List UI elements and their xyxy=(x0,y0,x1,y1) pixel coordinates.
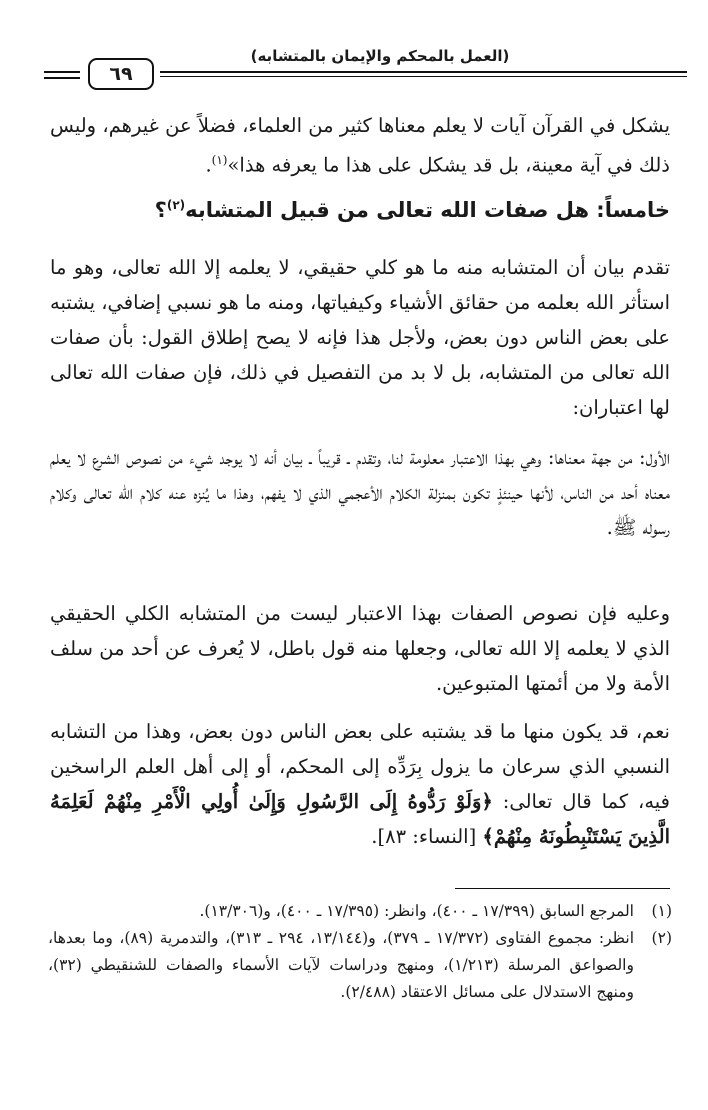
footnote-ref-1[interactable]: (١) xyxy=(211,153,228,167)
footnote-text: المرجع السابق (١٧/٣٩٩ ـ ٤٠٠)، وانظر: (١٧/٣٩٥ ـ ٤٠٠)، و(١٣/٣٠٦). xyxy=(199,902,634,920)
footnote-item xyxy=(48,925,672,1006)
paragraph-2: تقدم بيان أن المتشابه منه ما هو كلي حقيقي، لا يعلمه إلا الله تعالى، وهو ما استأثر الله بعلمه من حقائق الأشياء وكيفياتها، ومنه ما هو نسبي إضافي، يشتبه على بعض الناس دون بعض، ولأجل هذا فإنه لا يصح إطلاق القول: بأن صفات الله تعالى من المتشابه، بل لا بد من التفصيل في ذلك، فإن صفات الله تعالى لها اعتباران: xyxy=(50,256,670,419)
footnote-text: انظر: مجموع الفتاوى (١٧/٣٧٢ ـ ٣٧٩)، و(١٣/١٤٤، ٢٩٤ ـ ٣١٣)، والتدمرية (٨٩)، وما بعدها، والصواعق المرسلة (١/٢١٣)، ومنهج ودراسات لآيات الأسماء والصفات للشنقيطي (٣٢)، ومنهج الاستدلال على مسائل الاعتقاد (٢/٤٨٨). xyxy=(48,929,634,1001)
footnote-number: (٢) xyxy=(651,929,672,947)
quran-verse: ﴿وَلَوْ رَدُّوهُ إِلَى الرَّسُولِ وَإِلَىٰ أُولِي الْأَمْرِ مِنْهُمْ لَعَلِمَهُ الَّذِينَ يَسْتَنْبِطُونَهُ مِنْهُمْ﴾ xyxy=(50,790,670,848)
footnote-separator xyxy=(455,888,670,889)
paragraph-3: الأول: من جهة معناها: وهي بهذا الاعتبار معلومة لنا، وتقدم ـ قريباً ـ بيان أنه لا يوجد شيء من نصوص الشرع لا يعلم معناه أحد من الناس، لأنها حينئذٍ تكون بمنزلة الكلام الأعجمي الذي لا يفهم، وهذا ما يُنزه عنه كلام الله تعالى وكلام رسوله ﷺ. xyxy=(50,446,670,539)
header-rule-thin xyxy=(160,76,687,77)
header-rule xyxy=(160,71,687,73)
running-header: (العمل بالمحكم والإيمان بالمتشابه) xyxy=(250,47,510,65)
footnote-ref-2[interactable]: (٢) xyxy=(166,198,186,212)
section-heading-end: ؟ xyxy=(154,198,167,222)
footnote-number: (١) xyxy=(651,902,672,920)
paragraph-4: وعليه فإن نصوص الصفات بهذا الاعتبار ليست من المتشابه الكلي الحقيقي الذي لا يعلمه إلا الله تعالى، وجعلها منه قول باطل، لا يُعرف عن أحد من سلف الأمة ولا من أئمتها المتبوعين. xyxy=(50,602,670,695)
paragraph-1-end: . xyxy=(205,153,212,177)
footnote-item xyxy=(48,898,672,925)
section-heading xyxy=(120,198,670,222)
header-dash xyxy=(44,71,80,73)
paragraph-1 xyxy=(50,108,670,183)
header-dash xyxy=(44,77,80,79)
paragraph-1-text: يشكل في القرآن آيات لا يعلم معناها كثير من العلماء، فضلاً عن غيرهم، وليس ذلك في آية معينة، بل قد يشكل على هذا ما يعرفه هذا» xyxy=(50,114,671,177)
page-number: ٦٩ xyxy=(88,58,154,90)
paragraph-5 xyxy=(50,714,670,854)
section-heading-text: خامساً: هل صفات الله تعالى من قبيل المتشابه xyxy=(185,198,670,222)
verse-reference: [النساء: ٨٣]. xyxy=(371,825,477,848)
paragraph-5-text: نعم، قد يكون منها ما قد يشتبه على بعض الناس دون بعض، وهذا من التشابه النسبي الذي سرعان ما يزول بِرَدِّه إلى المحكم، أو إلى أهل العلم الراسخين فيه، كما قال تعالى: xyxy=(50,720,670,813)
footnotes xyxy=(48,898,672,1006)
